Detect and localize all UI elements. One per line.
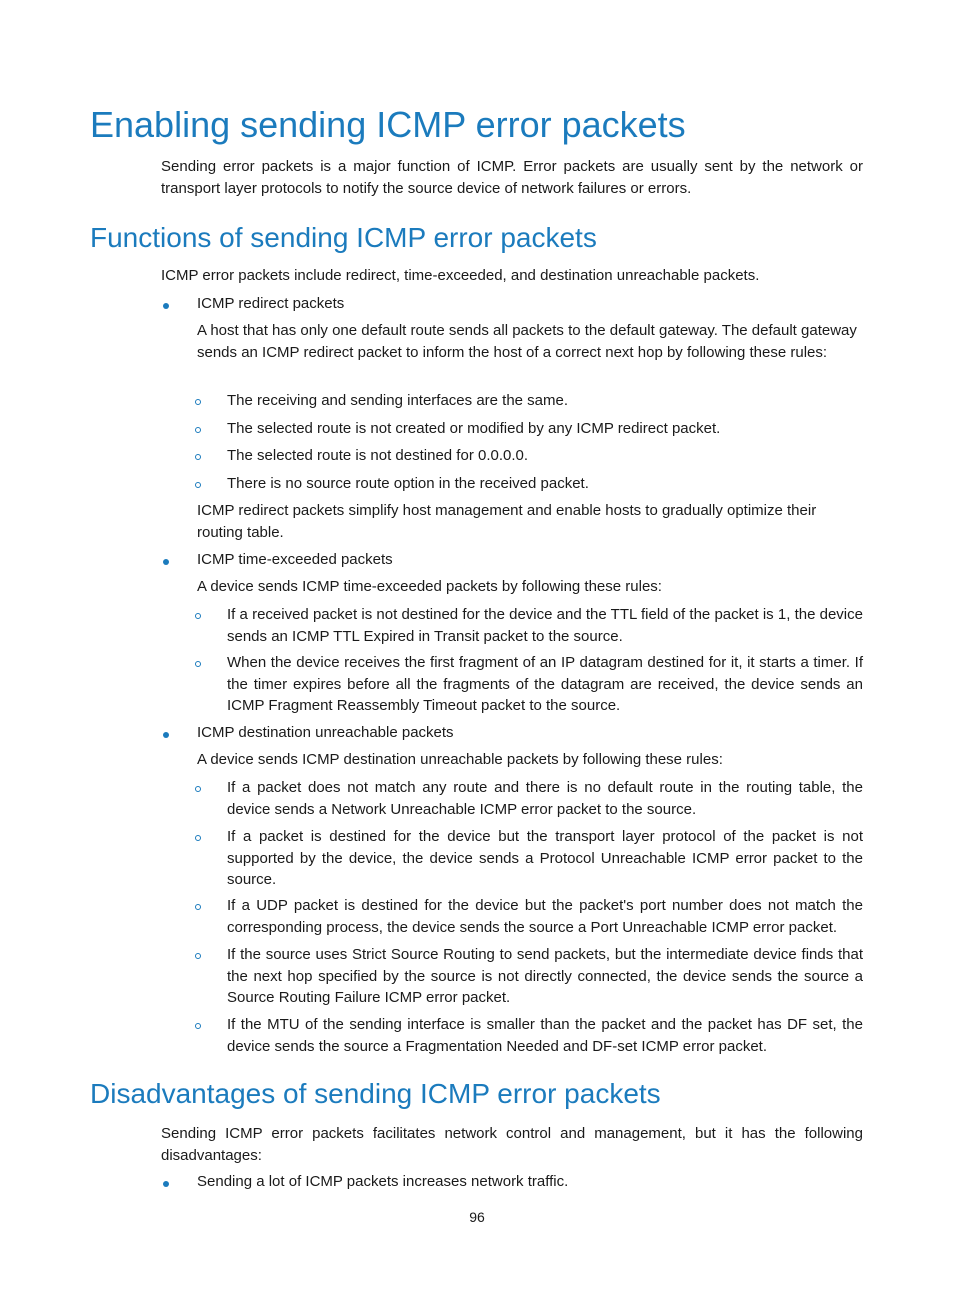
bullet-icon bbox=[163, 1181, 169, 1187]
unreachable-rule: If a packet does not match any route and there is no default route in the routing table, the device sends a Network Unreachable ICMP error packet to the source. bbox=[227, 779, 863, 818]
unreachable-rule: If a packet is destined for the device but the transport layer protocol of the packet is not supported by the device, the device sends a Protocol Unreachable ICMP error packet to the source. bbox=[227, 828, 863, 888]
section-heading-functions: Functions of sending ICMP error packets bbox=[90, 222, 597, 253]
disadvantage-item: Sending a lot of ICMP packets increases network traffic. bbox=[197, 1173, 569, 1190]
page-title: Enabling sending ICMP error packets bbox=[90, 104, 686, 145]
unreachable-rule: If the source uses Strict Source Routing to send packets, but the intermediate device finds that the next hop specified by the source is not directly connected, the device sends the source a Source Routing Failure ICMP error packet. bbox=[227, 946, 863, 1006]
redirect-description: A host that has only one default route sends all packets to the default gateway. The default gateway sends an ICMP redirect packet to inform the host of a correct next hop by following these rules: bbox=[197, 322, 857, 361]
bullet-icon bbox=[163, 559, 169, 565]
unreachable-rule: If the MTU of the sending interface is smaller than the packet and the packet has DF set, the device sends the source a Fragmentation Needed and DF-set ICMP error packet. bbox=[227, 1016, 863, 1055]
bullet-label-unreachable: ICMP destination unreachable packets bbox=[197, 724, 454, 741]
unreachable-description: A device sends ICMP destination unreachable packets by following these rules: bbox=[197, 751, 723, 768]
page-number: 96 bbox=[469, 1209, 485, 1225]
redirect-rule: The selected route is not destined for 0.0.0.0. bbox=[227, 447, 529, 464]
redirect-note: ICMP redirect packets simplify host management and enable hosts to gradually optimize their routing table. bbox=[197, 502, 817, 541]
sub-bullet-icon bbox=[195, 1023, 201, 1029]
time-exceeded-rule: When the device receives the first fragment of an IP datagram destined for it, it starts a timer. If the timer expires before all the fragments of the datagram are received, the device sends an ICMP Fragment Reassembly Timeout packet to the source. bbox=[227, 654, 863, 714]
redirect-rule: The selected route is not created or modified by any ICMP redirect packet. bbox=[227, 420, 721, 437]
sub-bullet-icon bbox=[195, 904, 201, 910]
bullet-label-redirect: ICMP redirect packets bbox=[197, 295, 345, 312]
functions-intro: ICMP error packets include redirect, time-exceeded, and destination unreachable packets. bbox=[161, 267, 760, 284]
time-exceeded-description: A device sends ICMP time-exceeded packets by following these rules: bbox=[197, 578, 662, 595]
bullet-icon bbox=[163, 732, 169, 738]
sub-bullet-icon bbox=[195, 454, 201, 460]
sub-bullet-icon bbox=[195, 835, 201, 841]
sub-bullet-icon bbox=[195, 613, 201, 619]
sub-bullet-icon bbox=[195, 399, 201, 405]
bullet-icon bbox=[163, 303, 169, 309]
bullet-label-time-exceeded: ICMP time-exceeded packets bbox=[197, 551, 393, 568]
time-exceeded-rule: If a received packet is not destined for the device and the TTL field of the packet is 1, the device sends an ICMP TTL Expired in Transit packet to the source. bbox=[227, 606, 863, 645]
unreachable-rule: If a UDP packet is destined for the device but the packet's port number does not match the corresponding process, the device sends the source a Port Unreachable ICMP error packet. bbox=[227, 897, 863, 936]
sub-bullet-icon bbox=[195, 427, 201, 433]
redirect-rule: There is no source route option in the received packet. bbox=[227, 475, 589, 492]
intro-paragraph: Sending error packets is a major function of ICMP. Error packets are usually sent by the network or transport layer protocols to notify the source device of network failures or errors. bbox=[161, 158, 863, 197]
sub-bullet-icon bbox=[195, 953, 201, 959]
sub-bullet-icon bbox=[195, 482, 201, 488]
sub-bullet-icon bbox=[195, 661, 201, 667]
section-heading-disadvantages: Disadvantages of sending ICMP error packets bbox=[90, 1078, 661, 1109]
disadvantages-intro: Sending ICMP error packets facilitates network control and management, but it has the following disadvantages: bbox=[161, 1125, 863, 1164]
redirect-rule: The receiving and sending interfaces are the same. bbox=[227, 392, 569, 409]
sub-bullet-icon bbox=[195, 786, 201, 792]
